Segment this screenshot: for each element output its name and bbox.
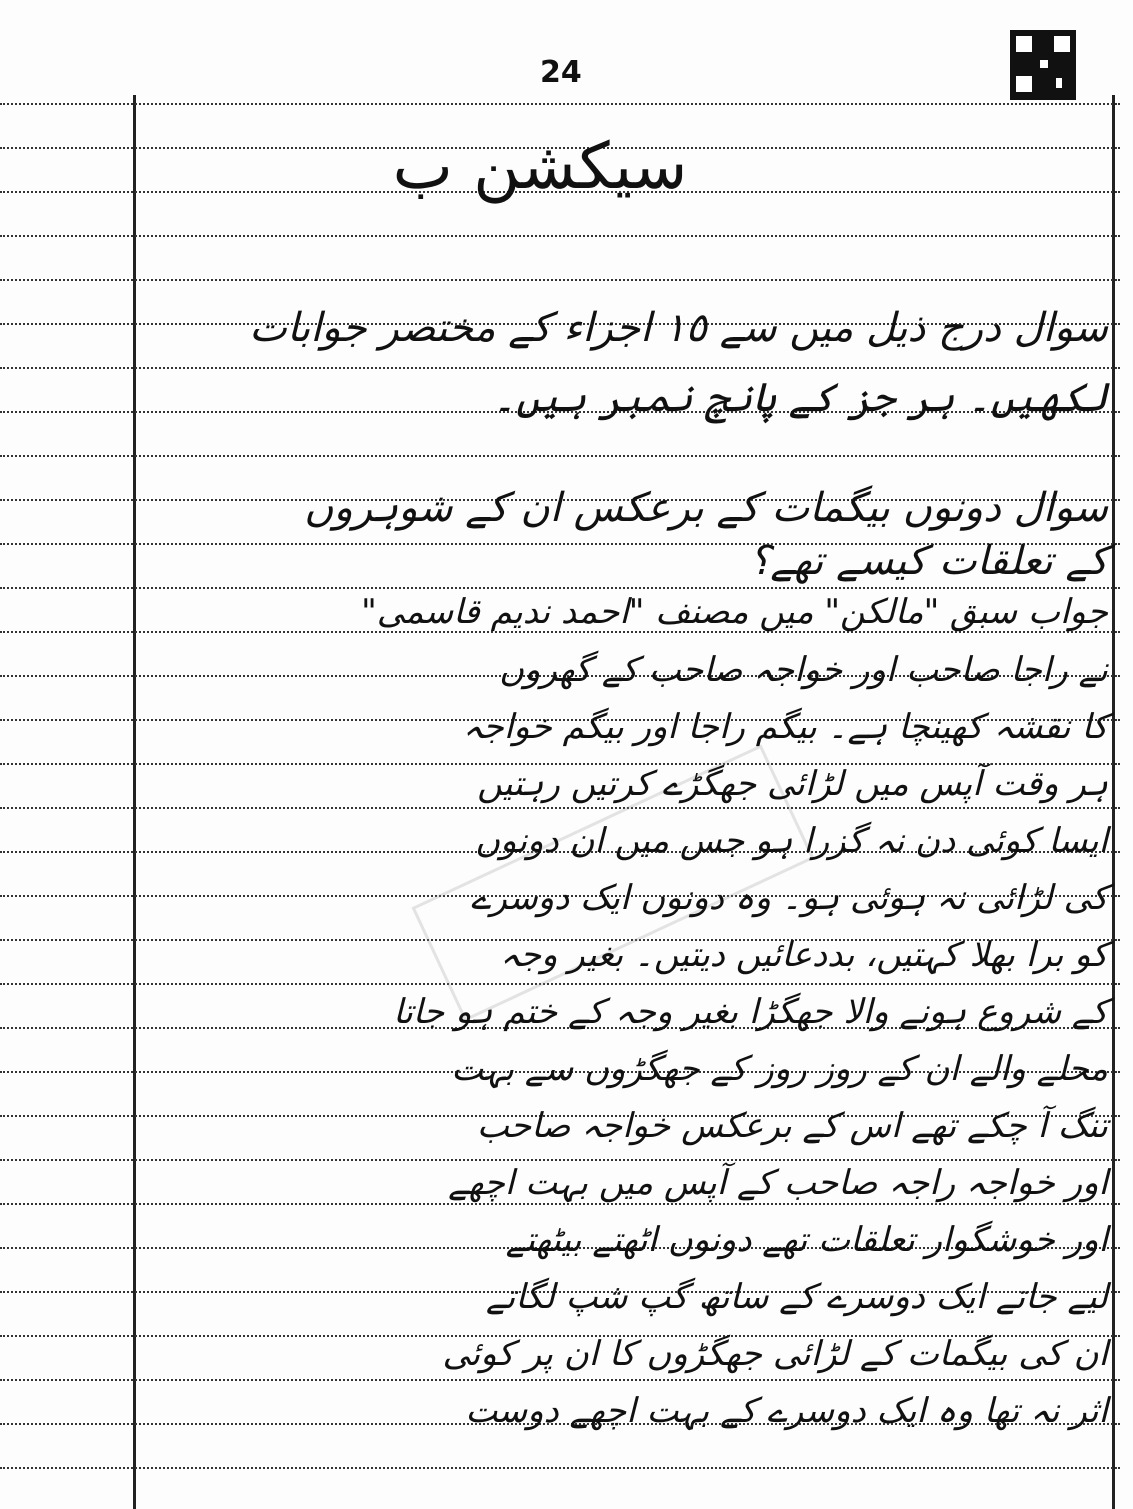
answer-line: کی لڑائی نہ ہوئی ہو۔ وہ دونوں ایک دوسرے (470, 878, 1108, 918)
instruction-line: لکھیں۔ ہر جز کے پانچ نمبر ہیں۔ (492, 375, 1108, 421)
qr-code-icon (1010, 30, 1076, 100)
answer-line: نے راجا صاحب اور خواجہ صاحب کے گھروں (499, 650, 1108, 690)
ruled-line (0, 103, 1120, 105)
page-number: 24 (540, 55, 582, 90)
ruled-line (0, 983, 1120, 985)
answer-line: ہر وقت آپس میں لڑائی جھگڑے کرتیں رہتیں (477, 764, 1108, 804)
answer-line: تنگ آ چکے تھے اس کے برعکس خواجہ صاحب (476, 1106, 1108, 1146)
answer-line: محلے والے ان کے روز روز کے جھگڑوں سے بہت (451, 1049, 1108, 1089)
right-margin-line (1112, 95, 1115, 1509)
ruled-line (0, 807, 1120, 809)
section-title: سیکشن ب (392, 130, 688, 204)
instruction-line: سوال درج ذیل میں سے ١٥ اجزاء کے مختصر جوابات (249, 305, 1108, 351)
answer-line: ایسا کوئی دن نہ گزرا ہو جس میں ان دونوں (475, 821, 1108, 861)
ruled-line (0, 455, 1120, 457)
question-line: کے تعلقات کیسے تھے؟ (749, 538, 1108, 584)
answer-line: جواب سبق "مالکن" میں مصنف "احمد ندیم قاسمی" (361, 592, 1108, 632)
answer-line: اثر نہ تھا وہ ایک دوسرے کے بہت اچھے دوست (465, 1391, 1108, 1431)
ruled-line (0, 587, 1120, 589)
left-margin-line (133, 95, 136, 1509)
ruled-line (0, 1159, 1120, 1161)
answer-line: لیے جاتے ایک دوسرے کے ساتھ گپ شپ لگاتے (485, 1277, 1108, 1317)
ruled-line (0, 1203, 1120, 1205)
answer-line: کا نقشہ کھینچا ہے۔ بیگم راجا اور بیگم خواجہ (462, 707, 1108, 747)
answer-line: اور خواجہ راجہ صاحب کے آپس میں بہت اچھے (448, 1163, 1108, 1203)
ruled-line (0, 367, 1120, 369)
ruled-line (0, 1467, 1120, 1469)
ruled-line (0, 1379, 1120, 1381)
ruled-line (0, 279, 1120, 281)
ruled-line (0, 235, 1120, 237)
answer-line: کو برا بھلا کہتیں، بددعائیں دیتیں۔ بغیر وجہ (500, 935, 1108, 975)
answer-line: کے شروع ہونے والا جھگڑا بغیر وجہ کے ختم ہو جاتا (393, 992, 1108, 1032)
answer-line: ان کی بیگمات کے لڑائی جھگڑوں کا ان پر کوئی (442, 1334, 1108, 1374)
question-line: سوال دونوں بیگمات کے برعکس ان کے شوہروں (304, 485, 1108, 531)
answer-line: اور خوشگوار تعلقات تھے دونوں اٹھتے بیٹھتے (505, 1220, 1108, 1260)
